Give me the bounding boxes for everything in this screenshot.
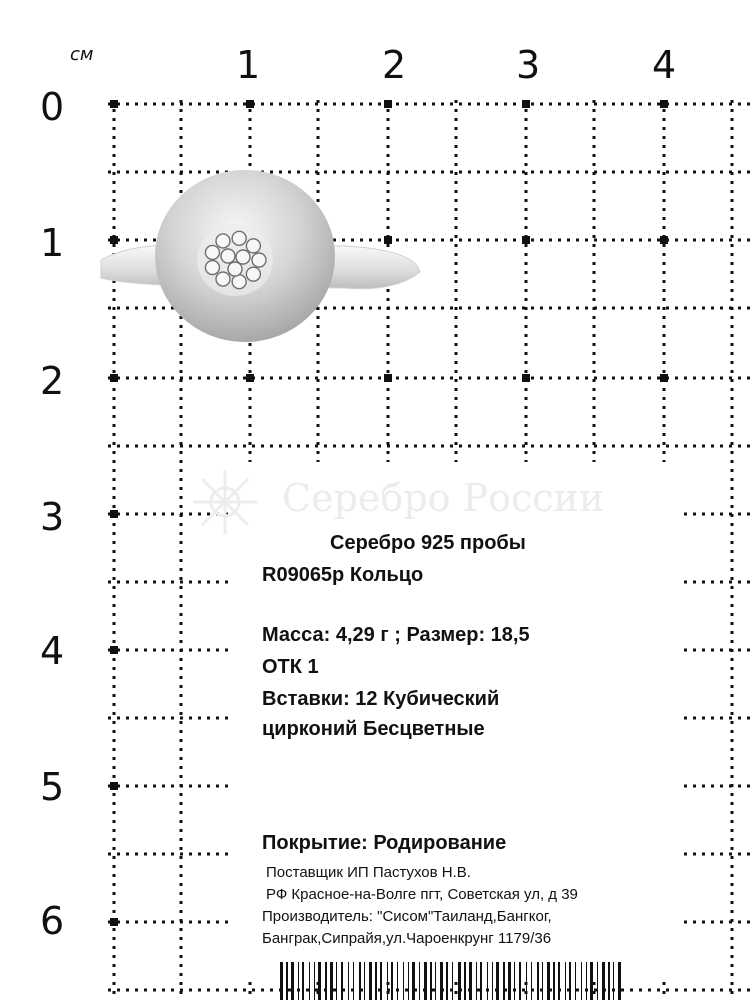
label-supplier: Поставщик ИП Пастухов Н.В. — [266, 864, 471, 881]
label-inserts-cont: цирконий Бесцветные — [262, 718, 485, 740]
x-tick-4: 4 — [652, 43, 677, 87]
x-tick-1: 1 — [236, 43, 261, 87]
y-tick-1: 1 — [40, 221, 65, 265]
y-tick-4: 4 — [40, 629, 65, 673]
label-article: R09065р Кольцо — [262, 564, 424, 586]
y-tick-5: 5 — [40, 765, 65, 809]
label-metal: Серебро 925 пробы — [330, 532, 526, 554]
watermark-text: Серебро России — [282, 476, 605, 520]
watermark-logo-icon — [180, 462, 270, 542]
label-manufacturer: Производитель: "Сисом"Таиланд,Бангког, — [262, 908, 552, 925]
x-tick-3: 3 — [516, 43, 541, 87]
label-coating: Покрытие: Родирование — [262, 832, 507, 854]
y-tick-2: 2 — [40, 359, 65, 403]
y-tick-6: 6 — [40, 899, 65, 943]
unit-label: см — [70, 44, 94, 65]
y-tick-3: 3 — [40, 495, 65, 539]
x-tick-2: 2 — [382, 43, 407, 87]
label-address: РФ Красное-на-Волге пгт, Советская ул, д 39 — [266, 886, 578, 903]
y-tick-0: 0 — [40, 85, 65, 129]
ring-image — [95, 160, 435, 360]
label-otk: ОТК 1 — [262, 656, 319, 678]
label-weight-size: Масса: 4,29 г ; Размер: 18,5 — [262, 624, 530, 646]
label-inserts: Вставки: 12 Кубический — [262, 688, 500, 710]
label-manufacturer-address: Банграк,Сипрайя,ул.Чароенкрунг 1179/36 — [262, 930, 552, 947]
barcode — [278, 962, 628, 1000]
